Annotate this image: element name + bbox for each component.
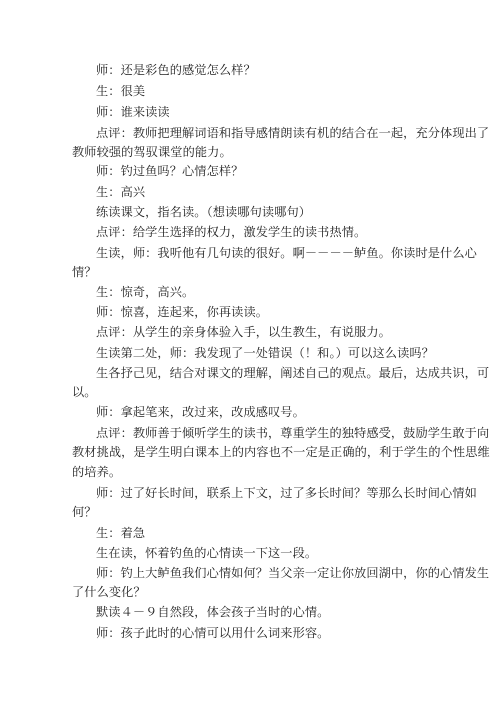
- text-line: 点评：给学生选择的权力，激发学生的读书热情。: [96, 225, 367, 239]
- text-line: 生：着急: [96, 526, 146, 540]
- text-line: 生：很美: [96, 84, 146, 98]
- text-line: 练读课文，指名读。（想读哪句读哪句）: [96, 205, 312, 219]
- text-line: 师：还是彩色的感觉怎么样？: [96, 63, 256, 77]
- text-line: 教师较强的驾驭课堂的能力。: [72, 145, 232, 159]
- text-line: 生：惊奇，高兴。: [96, 285, 195, 299]
- text-line: 生：高兴: [96, 185, 146, 199]
- text-line: 师：惊喜，连起来，你再读读。: [96, 305, 269, 319]
- text-line: 以。: [72, 385, 97, 399]
- text-line: 师：拿起笔来，改过来，改成感叹号。: [96, 405, 305, 419]
- text-line: 师：过了好长时间，联系上下文，过了多长时间？等那么长时间心情如: [96, 486, 477, 500]
- text-line: 点评：教师善于倾听学生的读书，尊重学生的独特感受，鼓励学生敢于向: [96, 426, 490, 440]
- text-line: 点评：教师把理解词语和指导感情朗读有机的结合在一起，充分体现出了: [96, 126, 490, 140]
- text-line: 的培养。: [72, 465, 122, 479]
- text-line: 情？: [72, 265, 97, 279]
- text-line: 点评：从学生的亲身体验入手，以生教生，有说服力。: [96, 325, 391, 339]
- text-line: 生读第二处，师：我发现了一处错误（！和。）可以这么读吗？: [96, 346, 434, 360]
- text-line: 教材挑战，是学生明白课本上的内容也不一定是正确的，利于学生的个性思维: [72, 445, 490, 459]
- text-line: 师：钓上大鲈鱼我们心情如何？当父亲一定让你放回湖中，你的心情发生: [96, 566, 490, 580]
- text-line: 生在读，怀着钓鱼的心情读一下这一段。: [96, 546, 318, 560]
- text-line: 默读４－９自然段，体会孩子当时的心情。: [96, 605, 330, 619]
- text-line: 生读，师：我听他有几句读的很好。啊－－－－鲈鱼。你读时是什么心: [96, 246, 477, 260]
- text-line: 了什么变化？: [72, 585, 146, 599]
- text-line: 何？: [72, 505, 97, 519]
- text-line: 师：钓过鱼吗？心情怎样？: [96, 164, 244, 178]
- text-line: 师：谁来读读: [96, 105, 170, 119]
- text-line: 生各抒己见，结合对课文的理解，阐述自己的观点。最后，达成共识，可: [96, 366, 490, 380]
- text-line: 师：孩子此时的心情可以用什么词来形容。: [96, 626, 330, 640]
